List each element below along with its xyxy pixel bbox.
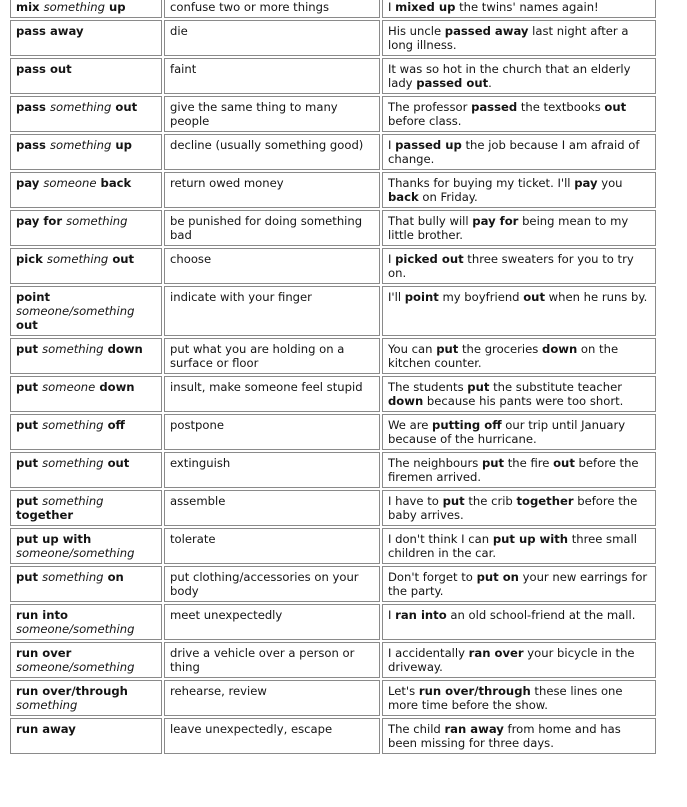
meaning-cell: put clothing/accessories on your body [164, 566, 380, 602]
example-bold-segment: put [481, 456, 505, 470]
example-bold-segment: down [388, 394, 424, 408]
phrasal-verb-italic-segment: something [42, 456, 104, 470]
phrasal-verb-bold-segment: pass away [16, 24, 84, 38]
phrasal-verb-bold-segment: put up with [16, 532, 92, 546]
example-text-segment: I don't think I can [388, 532, 493, 546]
example-text-segment: Let's [388, 684, 419, 698]
example-cell [382, 680, 656, 716]
phrasal-verbs-table-container [8, 0, 658, 756]
example-text-segment: the twins' names again! [455, 0, 599, 14]
meaning-cell: give the same thing to many people [164, 96, 380, 132]
table-row [10, 414, 656, 450]
meaning-cell: faint [164, 58, 380, 94]
example-bold-segment: out [553, 456, 575, 470]
example-text-segment: your bicycle in the driveway. [388, 646, 635, 674]
meaning-cell: postpone [164, 414, 380, 450]
example-cell [382, 338, 656, 374]
example-bold-segment: ran into [395, 608, 447, 622]
example-bold-segment: putting off [432, 418, 502, 432]
meaning-cell: leave unexpectedly, escape [164, 718, 380, 754]
table-row [10, 718, 656, 754]
phrasal-verb-cell [10, 528, 162, 564]
phrasal-verb-italic-segment: someone/something [16, 546, 135, 560]
example-bold-segment: pay for [472, 214, 519, 228]
phrasal-verb-bold-segment: pass [16, 100, 50, 114]
phrasal-verb-italic-segment: something [42, 494, 104, 508]
phrasal-verb-bold-segment: down [103, 342, 143, 356]
phrasal-verb-italic-segment: someone/something [16, 622, 135, 636]
phrasal-verb-bold-segment: pay for [16, 214, 67, 228]
example-text-segment: I accidentally [388, 646, 469, 660]
example-text-segment: before the baby arrives. [388, 494, 638, 522]
table-row [10, 680, 656, 716]
meaning-cell: decline (usually something good) [164, 134, 380, 170]
example-bold-segment: mixed up [395, 0, 456, 14]
example-cell [382, 286, 656, 336]
phrasal-verb-italic-segment: something [42, 418, 104, 432]
example-bold-segment: put [442, 494, 465, 508]
meaning-cell: indicate with your finger [164, 286, 380, 336]
example-text-segment: It was so hot in the church that an elderly lady [388, 62, 631, 90]
phrasal-verb-bold-segment: pass out [16, 62, 72, 76]
phrasal-verb-italic-segment: something [46, 252, 109, 266]
phrasal-verb-bold-segment: run into [16, 608, 68, 622]
phrasal-verb-bold-segment: up [111, 138, 132, 152]
phrasal-verb-cell [10, 414, 162, 450]
phrasal-verb-bold-segment: run over [16, 646, 72, 660]
example-cell [382, 210, 656, 246]
example-text-segment: on the kitchen counter. [388, 342, 619, 370]
phrasal-verb-italic-segment: something [43, 0, 105, 14]
example-bold-segment: run over/through [418, 684, 531, 698]
phrasal-verb-cell [10, 566, 162, 602]
example-text-segment: I'll [388, 290, 405, 304]
table-row [10, 604, 656, 640]
phrasal-verb-cell [10, 338, 162, 374]
example-text-segment: our trip until January because of the hurricane. [388, 418, 626, 446]
example-cell [382, 58, 656, 94]
phrasal-verb-italic-segment: someone [43, 176, 97, 190]
phrasal-verb-bold-segment: off [103, 418, 125, 432]
example-text-segment: That bully will [388, 214, 473, 228]
example-text-segment: The students [388, 380, 468, 394]
example-text-segment: You can [388, 342, 437, 356]
example-text-segment: We are [388, 418, 433, 432]
example-bold-segment: put [467, 380, 490, 394]
phrasal-verb-cell [10, 680, 162, 716]
table-row [10, 134, 656, 170]
example-text-segment: when he runs by. [544, 290, 648, 304]
example-bold-segment: passed up [395, 138, 462, 152]
example-cell [382, 376, 656, 412]
example-text-segment: you [597, 176, 623, 190]
example-bold-segment: point [404, 290, 439, 304]
phrasal-verb-bold-segment: pick [16, 252, 47, 266]
phrasal-verb-cell [10, 376, 162, 412]
example-cell [382, 718, 656, 754]
example-text-segment: before the firemen arrived. [388, 456, 639, 484]
meaning-cell: drive a vehicle over a person or thing [164, 642, 380, 678]
phrasal-verb-cell [10, 286, 162, 336]
phrasal-verb-bold-segment: up [104, 0, 126, 14]
table-row [10, 0, 656, 18]
phrasal-verb-cell [10, 718, 162, 754]
phrasal-verb-cell [10, 452, 162, 488]
table-body [10, 0, 656, 754]
phrasal-verb-italic-segment: something [42, 570, 104, 584]
phrasal-verb-bold-segment: put [16, 342, 43, 356]
example-text-segment: I [388, 138, 396, 152]
meaning-cell: extinguish [164, 452, 380, 488]
example-text-segment: His uncle [388, 24, 445, 38]
example-bold-segment: down [542, 342, 578, 356]
example-cell [382, 642, 656, 678]
table-row [10, 248, 656, 284]
example-cell [382, 452, 656, 488]
phrasal-verb-italic-segment: something [49, 138, 112, 152]
phrasal-verb-bold-segment: pass [16, 138, 50, 152]
example-text-segment: I [388, 608, 396, 622]
phrasal-verb-bold-segment: put [16, 494, 43, 508]
example-text-segment: on Friday. [418, 190, 478, 204]
phrasal-verb-bold-segment: run away [16, 722, 76, 736]
example-text-segment: the job because I am afraid of change. [388, 138, 640, 166]
example-cell [382, 248, 656, 284]
example-cell [382, 566, 656, 602]
table-row [10, 528, 656, 564]
example-cell [382, 96, 656, 132]
phrasal-verb-italic-segment: someone/something [16, 304, 135, 318]
example-text-segment: The child [388, 722, 445, 736]
phrasal-verb-cell [10, 642, 162, 678]
table-row [10, 58, 656, 94]
phrasal-verb-cell [10, 172, 162, 208]
meaning-cell: meet unexpectedly [164, 604, 380, 640]
example-cell [382, 528, 656, 564]
meaning-cell: rehearse, review [164, 680, 380, 716]
example-bold-segment: picked out [395, 252, 464, 266]
meaning-cell: put what you are holding on a surface or floor [164, 338, 380, 374]
example-text-segment: Thanks for buying my ticket. I'll [388, 176, 575, 190]
phrasal-verb-bold-segment: together [16, 508, 74, 522]
example-text-segment: . [488, 76, 492, 90]
meaning-cell: choose [164, 248, 380, 284]
example-text-segment: The neighbours [388, 456, 482, 470]
table-row [10, 338, 656, 374]
phrasal-verb-cell [10, 20, 162, 56]
example-bold-segment: out [604, 100, 627, 114]
example-text-segment: I have to [388, 494, 443, 508]
example-text-segment: the textbooks [517, 100, 605, 114]
phrasal-verb-italic-segment: something [16, 698, 78, 712]
example-text-segment: three sweaters for you to try on. [388, 252, 634, 280]
phrasal-verb-italic-segment: someone/something [16, 660, 135, 674]
phrasal-verb-bold-segment: mix [16, 0, 44, 14]
example-text-segment: my boyfriend [438, 290, 524, 304]
example-text-segment: Don't forget to [388, 570, 477, 584]
example-text-segment: these lines one more time before the show. [388, 684, 623, 712]
example-bold-segment: put [436, 342, 459, 356]
table-row [10, 172, 656, 208]
example-bold-segment: put up with [492, 532, 569, 546]
example-text-segment: being mean to my little brother. [388, 214, 629, 242]
phrasal-verb-cell [10, 210, 162, 246]
example-text-segment: I [388, 0, 396, 14]
phrasal-verb-bold-segment: put [16, 456, 43, 470]
meaning-cell: assemble [164, 490, 380, 526]
table-row [10, 490, 656, 526]
phrasal-verb-bold-segment: out [16, 318, 38, 332]
example-cell [382, 0, 656, 18]
meaning-cell: tolerate [164, 528, 380, 564]
example-text-segment: three small children in the car. [388, 532, 637, 560]
table-row [10, 376, 656, 412]
phrasal-verb-bold-segment: out [108, 252, 135, 266]
example-text-segment: the substitute teacher [489, 380, 623, 394]
example-cell [382, 414, 656, 450]
example-cell [382, 20, 656, 56]
example-bold-segment: passed [471, 100, 518, 114]
example-cell [382, 134, 656, 170]
phrasal-verb-cell [10, 134, 162, 170]
meaning-cell: confuse two or more things [164, 0, 380, 18]
meaning-cell: be punished for doing something bad [164, 210, 380, 246]
example-cell [382, 172, 656, 208]
phrasal-verbs-table [8, 0, 658, 756]
meaning-cell: return owed money [164, 172, 380, 208]
example-text-segment: The professor [388, 100, 472, 114]
phrasal-verb-cell [10, 58, 162, 94]
meaning-cell: insult, make someone feel stupid [164, 376, 380, 412]
phrasal-verb-bold-segment: down [95, 380, 135, 394]
phrasal-verb-bold-segment: out [103, 456, 130, 470]
example-text-segment: from home and has been missing for three days. [388, 722, 621, 750]
table-row [10, 566, 656, 602]
phrasal-verb-italic-segment: something [42, 342, 104, 356]
example-cell [382, 604, 656, 640]
phrasal-verb-bold-segment: out [111, 100, 138, 114]
example-bold-segment: ran over [468, 646, 524, 660]
phrasal-verb-cell [10, 0, 162, 18]
example-text-segment: before class. [388, 114, 462, 128]
example-text-segment: because his pants were too short. [423, 394, 624, 408]
phrasal-verb-italic-segment: something [66, 214, 128, 228]
example-bold-segment: put on [476, 570, 519, 584]
table-row [10, 210, 656, 246]
table-row [10, 642, 656, 678]
table-row [10, 452, 656, 488]
phrasal-verb-bold-segment: put [16, 418, 43, 432]
example-cell [382, 490, 656, 526]
phrasal-verb-cell [10, 248, 162, 284]
example-text-segment: the fire [504, 456, 554, 470]
phrasal-verb-bold-segment: put [16, 570, 43, 584]
phrasal-verb-cell [10, 604, 162, 640]
example-text-segment: your new earrings for the party. [388, 570, 648, 598]
example-bold-segment: together [516, 494, 574, 508]
phrasal-verb-bold-segment: on [103, 570, 124, 584]
table-row [10, 20, 656, 56]
phrasal-verb-bold-segment: run over/through [16, 684, 128, 698]
phrasal-verb-cell [10, 96, 162, 132]
example-bold-segment: passed out [416, 76, 489, 90]
example-text-segment: I [388, 252, 396, 266]
example-text-segment: the groceries [458, 342, 543, 356]
example-text-segment: last night after a long illness. [388, 24, 629, 52]
phrasal-verb-bold-segment: back [96, 176, 132, 190]
example-bold-segment: ran away [444, 722, 504, 736]
meaning-cell: die [164, 20, 380, 56]
example-bold-segment: out [523, 290, 545, 304]
table-row [10, 96, 656, 132]
table-row [10, 286, 656, 336]
phrasal-verb-bold-segment: pay [16, 176, 44, 190]
phrasal-verb-bold-segment: point [16, 290, 51, 304]
example-bold-segment: back [388, 190, 419, 204]
phrasal-verb-bold-segment: put [16, 380, 43, 394]
example-bold-segment: pay [574, 176, 598, 190]
phrasal-verb-italic-segment: something [49, 100, 112, 114]
example-text-segment: the crib [464, 494, 517, 508]
phrasal-verb-italic-segment: someone [42, 380, 96, 394]
example-text-segment: an old school-friend at the mall. [446, 608, 636, 622]
phrasal-verb-cell [10, 490, 162, 526]
example-bold-segment: passed away [444, 24, 529, 38]
